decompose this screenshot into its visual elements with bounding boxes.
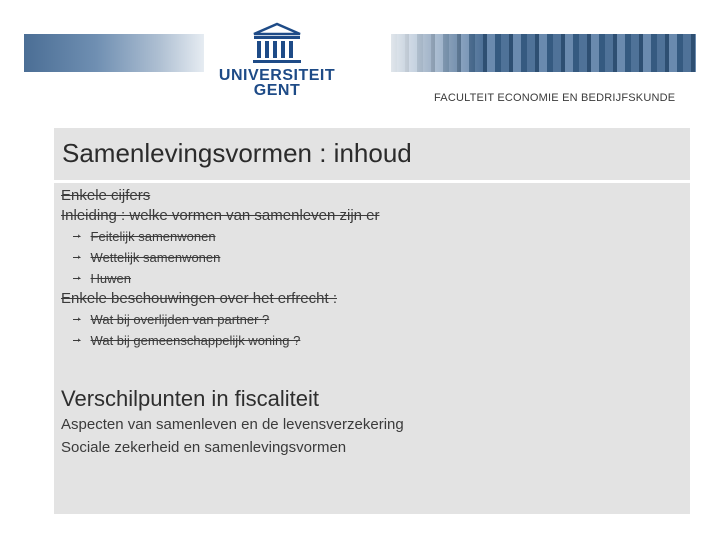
- content-panel: [54, 183, 690, 514]
- sub-list-item: [61, 226, 682, 247]
- faculty-name: FACULTEIT ECONOMIE EN BEDRIJFSKUNDE: [434, 92, 676, 104]
- title-panel: [54, 128, 690, 180]
- header-banner: [24, 34, 696, 72]
- slide-content: [61, 186, 682, 459]
- sub-list-item: [61, 309, 682, 330]
- sub-list-item: [61, 330, 682, 351]
- arrow-bullet-icon: ➝: [73, 314, 81, 324]
- banner-image-right: [391, 34, 696, 72]
- section-item: Aspecten van samenleven en de levensverzekering: [61, 416, 404, 433]
- sub-list-item: [61, 247, 682, 268]
- arrow-bullet-icon: ➝: [73, 231, 81, 241]
- list-item: Inleiding : welke vormen van samenleven zijn er: [61, 207, 380, 224]
- sub-list-item-text: Feitelijk samenwonen: [90, 229, 216, 244]
- section-item: Sociale zekerheid en samenlevingsvormen: [61, 439, 347, 456]
- section-heading: Verschilpunten in fiscaliteit: [61, 386, 320, 411]
- logo-text-line1: UNIVERSITEIT: [218, 67, 336, 84]
- arrow-bullet-icon: ➝: [73, 335, 81, 345]
- slide-title: Samenlevingsvormen : inhoud: [62, 138, 412, 168]
- sub-list-item-text: Wat bij gemeenschappelijk woning ?: [90, 333, 301, 348]
- arrow-bullet-icon: ➝: [73, 273, 81, 283]
- list-item: Enkele beschouwingen over het erfrecht :: [61, 290, 337, 307]
- logo-text-line2: GENT: [253, 82, 301, 99]
- sub-list-item-text: Huwen: [90, 271, 132, 286]
- banner-image-left: [24, 34, 204, 72]
- university-logo: [218, 20, 336, 110]
- sub-list-item-text: Wettelijk samenwonen: [90, 250, 221, 265]
- sub-list-item-text: Wat bij overlijden van partner ?: [90, 312, 270, 327]
- arrow-bullet-icon: ➝: [73, 252, 81, 262]
- sub-list-item: [61, 268, 682, 289]
- building-icon: [242, 20, 312, 68]
- list-item: Enkele cijfers: [61, 187, 151, 204]
